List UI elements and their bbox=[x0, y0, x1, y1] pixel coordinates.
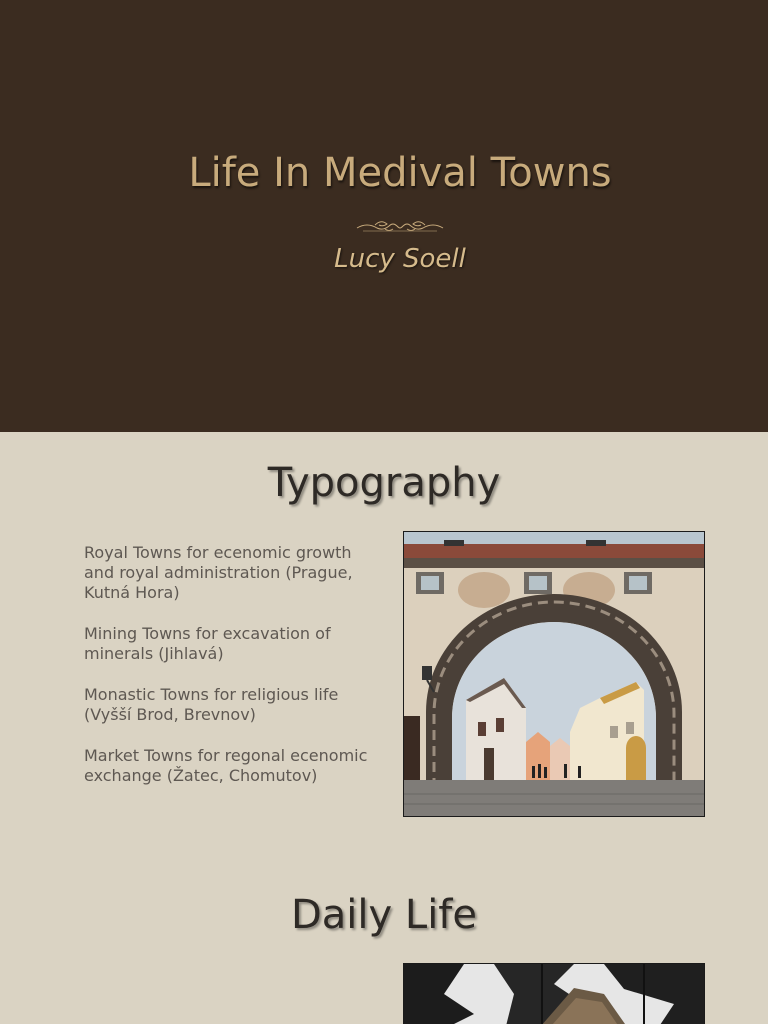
title-slide bbox=[0, 0, 768, 432]
author-name: Lucy Soell bbox=[334, 244, 466, 274]
list-item: Royal Towns for ecenomic growth and royal administration (Prague, Kutná Hora) bbox=[84, 543, 353, 602]
document-title: Life In Medival Towns bbox=[188, 150, 612, 196]
thatched-hut-photo bbox=[403, 963, 705, 1024]
flourish-ornament-icon bbox=[355, 216, 445, 236]
list-item: Monastic Towns for religious life (Vyšší Brod, Brevnov) bbox=[84, 685, 339, 724]
town-arch-illustration bbox=[404, 532, 704, 816]
thatched-hut-illustration bbox=[404, 964, 704, 1024]
town-types-list bbox=[84, 543, 374, 807]
typography-heading: Typography bbox=[267, 460, 501, 506]
list-item: Market Towns for regonal ecenomic exchange (Žatec, Chomutov) bbox=[84, 746, 368, 785]
list-item: Mining Towns for excavation of minerals (Jihlavá) bbox=[84, 624, 331, 663]
daily-life-heading: Daily Life bbox=[290, 892, 477, 938]
town-arch-photo bbox=[403, 531, 705, 817]
